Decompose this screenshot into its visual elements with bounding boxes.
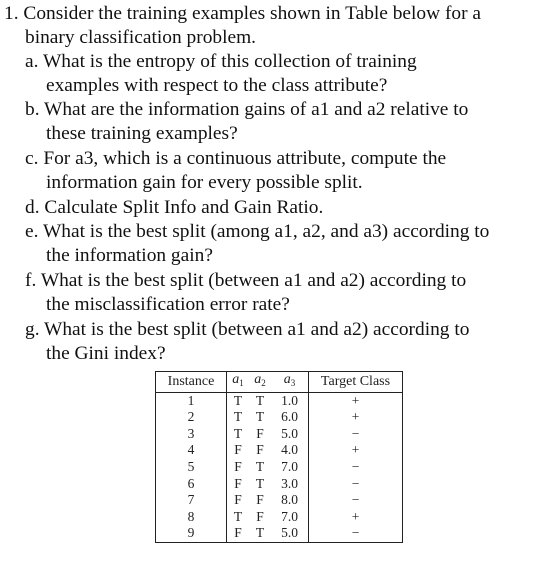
question-number: 1. [4,3,19,24]
cell-instance: 8 [156,509,227,526]
table-body [156,392,403,542]
table-row [156,492,403,509]
item-d-text-1: Calculate Split Info and Gain Ratio. [44,197,324,218]
item-c-line-1 [25,147,446,171]
table-row [156,476,403,493]
training-examples-table [155,371,403,543]
item-g-line-2: the Gini index? [46,343,166,364]
cell-instance: 4 [156,442,227,459]
cell-target-class: + [309,409,403,426]
header-instance: Instance [156,372,227,393]
cell-target-class: + [309,392,403,409]
item-g-line-1 [25,318,469,342]
item-c-line-2: information gain for every possible split. [46,172,363,193]
cell-target-class: − [309,476,403,493]
item-d-line-1 [25,196,323,220]
cell-a2: T [255,475,265,491]
header-a3: $a_3$ [271,372,309,393]
cell-instance: 3 [156,426,227,443]
cell-instance: 9 [156,525,227,542]
item-e-line-1 [25,220,489,244]
item-b-line-2: these training examples? [46,123,238,144]
item-a-letter: a. [25,51,39,72]
header-a2: $a_2$ [249,372,271,393]
cell-a2: T [255,392,265,408]
item-e-line-2: the information gain? [46,245,213,266]
cell-a2: F [256,442,264,458]
header-target-class: Target Class [309,372,403,393]
cell-a3: 3.0 [271,476,309,493]
cell-target-class: + [309,442,403,459]
item-g-text-1: What is the best split (between a1 and a2) according to [44,319,470,340]
cell-a2: T [249,525,271,542]
cell-instance: 5 [156,459,227,476]
cell-a1: F [227,459,250,476]
cell-a3: 7.0 [271,459,309,476]
item-g-letter: g. [25,319,40,340]
cell-instance: 2 [156,409,227,426]
cell-target-class: + [309,509,403,526]
table-row [156,392,403,409]
item-b-line-1 [25,98,468,122]
cell-a3: 8.0 [271,492,309,509]
cell-a3: 7.0 [271,509,309,526]
item-b-text-1: What are the information gains of a1 and a2 relative to [44,99,469,120]
table-row [156,426,403,443]
item-e-letter: e. [25,221,39,242]
cell-a1: T [227,392,250,409]
item-b-letter: b. [25,99,40,120]
item-d-letter: d. [25,197,40,218]
table-row [156,409,403,426]
cell-a3: 1.0 [271,392,309,409]
item-a-line-1 [25,50,417,74]
question-intro-text-1: Consider the training examples shown in Table below for a [23,3,482,24]
cell-target-class: − [309,459,403,476]
header-a1: $a_1$ [227,372,250,393]
cell-a1: F [227,525,250,542]
cell-a1: T [227,509,250,526]
cell-a2: F [256,492,264,508]
cell-a1: T [227,409,250,426]
item-f-line-1 [25,269,466,293]
cell-a1: T [227,426,250,443]
cell-instance: 6 [156,476,227,493]
item-f-text-1: What is the best split (between a1 and a2) according to [40,270,467,291]
cell-a2: T [255,409,265,425]
item-f-line-2: the misclassification error rate? [46,294,290,315]
table-row [156,509,403,526]
cell-target-class: − [309,525,403,542]
item-c-text-1: For a3, which is a continuous attribute, compute the [43,148,447,169]
cell-a2: F [256,508,264,524]
cell-target-class: − [309,492,403,509]
item-e-text-1: What is the best split (among a1, a2, and a3) according to [42,221,490,242]
table-row [156,525,403,542]
item-f-letter: f. [25,270,37,291]
cell-a2: F [256,425,264,441]
cell-instance: 1 [156,392,227,409]
question-intro-line-1 [4,2,481,26]
cell-a1: F [227,476,250,493]
cell-a1: F [227,492,250,509]
cell-a2: T [255,458,265,474]
item-a-line-2: examples with respect to the class attribute? [46,75,388,96]
table-row [156,459,403,476]
cell-instance: 7 [156,492,227,509]
item-a-text-1: What is the entropy of this collection of training [42,51,417,72]
cell-a3: 5.0 [271,426,309,443]
cell-a3: 6.0 [271,409,309,426]
question-intro-line-2: binary classification problem. [25,27,257,48]
cell-a1: F [227,442,250,459]
cell-a3: 4.0 [271,442,309,459]
item-c-letter: c. [25,148,39,169]
cell-target-class: − [309,426,403,443]
table-row [156,442,403,459]
cell-a3: 5.0 [271,525,309,542]
table-header-row [156,372,403,393]
training-examples-table-wrap [155,371,403,543]
